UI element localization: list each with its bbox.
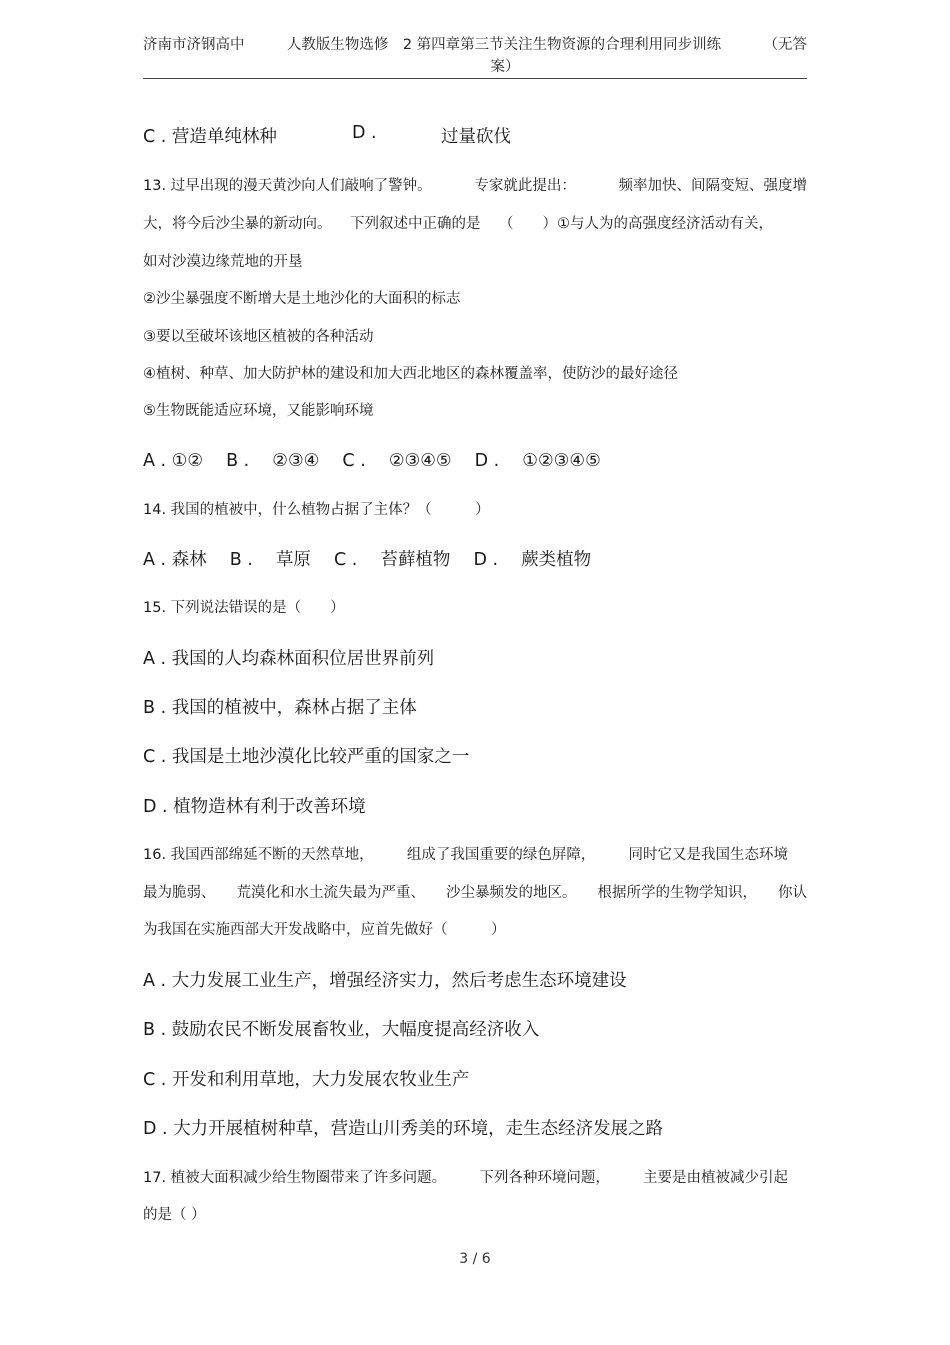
q13-stem-seg: （ ）①与人为的高强度经济活动有关， <box>499 216 773 232</box>
q16-stem-line-3: 为我国在实施西部大开发战略中，应首先做好（ ） <box>143 922 506 938</box>
q16-option-b: B . 鼓励农民不断发展畜牧业，大幅度提高经济收入 <box>143 1020 540 1040</box>
header-divider <box>143 78 807 79</box>
q13-stem-seg: 下列叙述中正确的是 <box>350 216 481 232</box>
q16-stem-seg: 组成了我国重要的绿色屏障， <box>406 847 596 863</box>
q16-stem-line-1 <box>143 843 788 864</box>
header-note-open: （无答 <box>763 37 807 53</box>
q17-stem-seg: 17. 植被大面积减少给生物圈带来了许多问题。 <box>143 1170 447 1186</box>
header-school: 济南市济钢高中 <box>143 37 245 53</box>
header-note-close: 案） <box>490 59 520 75</box>
page-number: 3 / 6 <box>459 1251 491 1267</box>
q13-stem-seg: 专家就此提出： <box>474 178 576 194</box>
q16-stem-seg: 沙尘暴频发的地区。 <box>446 885 577 901</box>
q13-stem-line-2 <box>143 212 773 233</box>
page-header <box>143 34 807 78</box>
q15-option-d: D . 植物造林有利于改善环境 <box>143 797 366 817</box>
q16-option-d: D . 大力开展植树种草，营造山川秀美的环境，走生态经济发展之路 <box>143 1119 664 1139</box>
q16-stem-seg: 根据所学的生物学知识， <box>597 885 757 901</box>
q12-options <box>143 123 511 148</box>
q13-item-5: ⑤生物既能适应环境，又能影响环境 <box>143 403 374 419</box>
q13-stem-seg: 频率加快、间隔变短、强度增 <box>618 178 807 194</box>
q13-stem-line-3: 如对沙漠边缘荒地的开垦 <box>143 254 303 270</box>
q17-stem-line-2: 的是（ ） <box>143 1207 206 1223</box>
q16-stem-seg: 同时它又是我国生态环境 <box>628 847 788 863</box>
q12-option-c: C . 营造单纯林种 <box>143 127 277 147</box>
q12-option-d-letter: D . <box>352 123 377 143</box>
q16-stem-seg: 荒漠化和水土流失最为严重、 <box>236 885 425 901</box>
q13-stem-seg: 13. 过早出现的漫天黄沙向人们敲响了警钟。 <box>143 178 432 194</box>
q13-stem-line-1 <box>143 174 807 195</box>
q14-stem: 14. 我国的植被中，什么植物占据了主体？（ ） <box>143 502 490 518</box>
q13-stem-seg: 大，将今后沙尘暴的新动向。 <box>143 216 332 232</box>
q16-option-c: C . 开发和利用草地，大力发展农牧业生产 <box>143 1070 470 1090</box>
q15-option-c: C . 我国是土地沙漠化比较严重的国家之一 <box>143 747 470 767</box>
q16-stem-seg: 你认 <box>778 885 807 901</box>
q15-option-b: B . 我国的植被中，森林占据了主体 <box>143 698 417 718</box>
q17-stem-seg: 主要是由植被减少引起 <box>642 1170 788 1186</box>
q17-stem-line-1 <box>143 1166 788 1187</box>
q16-stem-seg: 16. 我国西部绵延不断的天然草地， <box>143 847 374 863</box>
q12-option-d-text: 过量砍伐 <box>441 127 511 147</box>
q14-options: A . 森林 B . 草原 C . 苔藓植物 D . 蕨类植物 <box>143 550 592 570</box>
q16-option-a: A . 大力发展工业生产，增强经济实力，然后考虑生态环境建设 <box>143 971 627 991</box>
q16-stem-seg: 最为脆弱、 <box>143 885 216 901</box>
q13-options: A . ①② B . ②③④ C . ②③④⑤ D . ①②③④⑤ <box>143 451 601 471</box>
q15-stem: 15. 下列说法错误的是（ ） <box>143 600 345 616</box>
q17-stem-seg: 下列各种环境问题， <box>479 1170 610 1186</box>
q13-item-4: ④植树、种草、加大防护林的建设和加大西北地区的森林覆盖率，使防沙的最好途径 <box>143 366 678 382</box>
header-title: 人教版生物选修 2 第四章第三节关注生物资源的合理利用同步训练 <box>286 37 722 53</box>
header-line-1 <box>143 34 807 56</box>
q15-option-a: A . 我国的人均森林面积位居世界前列 <box>143 649 435 669</box>
q13-item-2: ②沙尘暴强度不断增大是土地沙化的大面积的标志 <box>143 291 461 307</box>
q16-stem-line-2 <box>143 881 807 902</box>
q13-item-3: ③要以至破坏该地区植被的各种活动 <box>143 329 374 345</box>
